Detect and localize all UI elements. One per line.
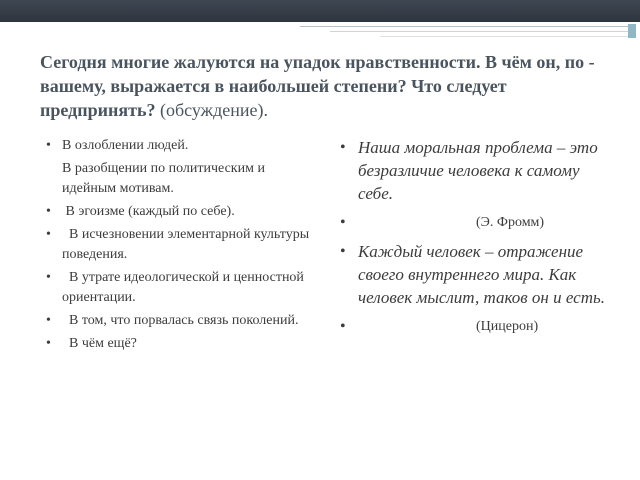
list-item-text: В озлоблении людей. <box>62 138 189 153</box>
bullet-icon: • <box>46 336 51 351</box>
quote-item <box>340 240 615 309</box>
bullet-icon: • <box>46 138 51 153</box>
list-item-text: В разобщении по политическим и идейным мотивам. <box>62 161 265 196</box>
bullet-icon: • <box>46 227 51 242</box>
quote-author: (Э. Фромм) <box>476 215 545 230</box>
list-item <box>46 159 311 199</box>
bullet-icon: • <box>340 214 346 231</box>
quote-author: (Цицерон) <box>476 319 539 334</box>
bullet-icon: • <box>340 318 346 335</box>
list-item-text: В том, что порвалась связь поколений. <box>62 313 299 328</box>
top-band <box>0 0 640 22</box>
list-item <box>46 311 311 331</box>
list-item-text: В утрате идеологической и ценностной ориентации. <box>62 270 308 305</box>
list-item <box>46 202 311 222</box>
list-item <box>46 225 311 265</box>
decorative-line <box>380 36 630 37</box>
left-column <box>46 136 311 357</box>
list-item <box>46 268 311 308</box>
list-item-text: В чём ещё? <box>62 336 137 351</box>
decorative-line <box>300 26 630 27</box>
decorative-line <box>330 31 630 32</box>
accent-square <box>628 24 636 38</box>
quote-author-item <box>340 211 615 234</box>
bullet-icon: • <box>340 243 346 260</box>
right-list <box>340 136 615 338</box>
quote-item <box>340 136 615 205</box>
bullet-icon: • <box>46 270 51 285</box>
title-normal: (обсуждение). <box>155 100 268 120</box>
right-column <box>340 136 615 344</box>
bullet-icon: • <box>46 204 51 219</box>
quote-text: Каждый человек – отражение своего внутреннего мира. Как человек мыслит, таков он и есть. <box>358 242 605 307</box>
bullet-icon: • <box>340 139 346 156</box>
bullet-icon: • <box>46 313 51 328</box>
quote-author-item <box>340 315 615 338</box>
title-bold: Сегодня многие жалуются на упадок нравственности. В чём он, по - вашему, выражается в наибольшей степени? Что следует предпринять? <box>40 52 595 120</box>
list-item-text: В исчезновении элементарной культуры поведения. <box>62 227 313 262</box>
list-item-text: В эгоизме (каждый по себе). <box>62 204 235 219</box>
slide-title <box>40 50 610 122</box>
list-item <box>46 136 311 156</box>
list-item <box>46 334 311 354</box>
left-list <box>46 136 311 354</box>
quote-text: Наша моральная проблема – это безразличие человека к самому себе. <box>358 138 598 203</box>
